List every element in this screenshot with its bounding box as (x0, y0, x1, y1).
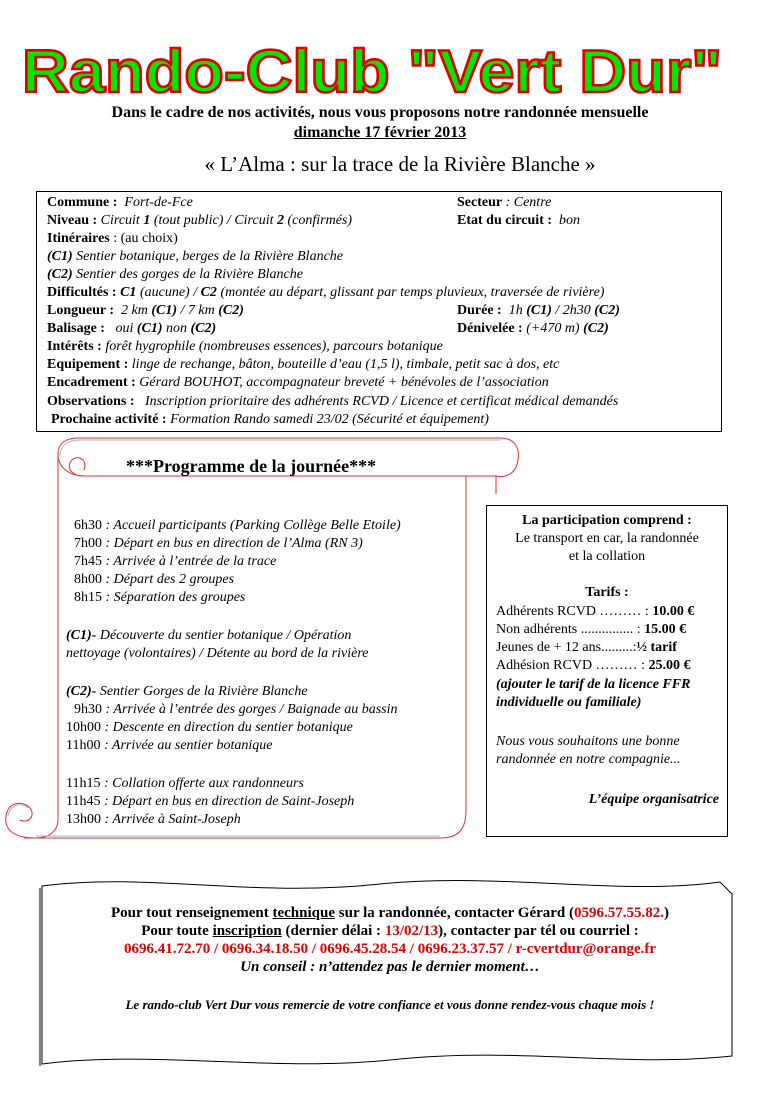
programme-item: 8h15 : Séparation des groupes (74, 590, 246, 605)
commune-row: Commune : Fort-de-Fce (47, 195, 193, 210)
programme-item: 8h00 : Départ des 2 groupes (74, 572, 235, 587)
event-subtitle: « L’Alma : sur la trace de la Rivière Blanche » (204, 152, 596, 176)
balisage-row: Balisage : oui (C1) non (C2) (47, 321, 217, 336)
etat-row: Etat du circuit : bon (457, 213, 581, 228)
tarif-row: Adhérents RCVD ……… : 10.00 € (496, 604, 695, 619)
contact-inscription-line: Pour toute inscription (dernier délai : 13/02/13), contacter par tél ou courriel : (141, 923, 639, 939)
thanks-text: Le rando-club Vert Dur vous remercie de votre confiance et vous donne rendez-vous chaque mois ! (125, 997, 655, 1012)
programme-item: 11h15 : Collation offerte aux randonneurs (66, 776, 304, 791)
programme-item: 7h00 : Départ en bus en direction de l’Alma (RN 3) (74, 536, 363, 551)
participation-box (486, 505, 728, 837)
licence-note: (ajouter le tarif de la licence FFR (496, 677, 691, 692)
participation-line: et la collation (568, 549, 646, 564)
advice-text: Un conseil : n’attendez pas le dernier moment… (240, 959, 540, 975)
itineraire-c1: (C1) Sentier botanique, berges de la Rivière Blanche (47, 249, 343, 264)
programme-item: 9h30 : Arrivée à l’entrée des gorges / Baignade au bassin (74, 702, 398, 717)
equipement-row: Equipement : linge de rechange, bâton, bouteille d’eau (1,5 l), timbale, petit sac à dos, etc (47, 357, 560, 372)
intro-text: Dans le cadre de nos activités, nous vous proposons notre randonnée mensuelle (111, 104, 649, 121)
club-title (0, 38, 782, 100)
participation-line: Le transport en car, la randonnée (515, 531, 699, 546)
programme-item: 11h45 : Départ en bus en direction de Saint-Joseph (66, 794, 355, 809)
programme-item: 7h45 : Arrivée à l’entrée de la trace (74, 554, 277, 569)
niveau-row: Niveau : Circuit 1 (tout public) / Circuit 2 (confirmés) (47, 213, 353, 228)
secteur-row: Secteur : Centre (457, 195, 552, 210)
tarifs-title: Tarifs : (585, 585, 629, 600)
wish-text: Nous vous souhaitons une bonne (496, 734, 680, 749)
programme-item: 6h30 : Accueil participants (Parking Collège Belle Etoile) (74, 518, 401, 533)
difficultes-row: Difficultés : C1 (aucune) / C2 (montée au départ, glissant par temps pluvieux, traversée de rivière) (47, 285, 605, 300)
programme-item: 11h00 : Arrivée au sentier botanique (66, 738, 273, 753)
tarif-row: Adhésion RCVD ……… : 25.00 € (496, 658, 691, 673)
programme-title: ***Programme de la journée*** (126, 456, 377, 476)
itineraires-row: Itinéraires : (au choix) (47, 231, 178, 246)
participation-title: La participation comprend : (522, 513, 692, 528)
itineraire-c2: (C2) Sentier des gorges de la Rivière Blanche (47, 267, 303, 282)
signature-text: L’équipe organisatrice (588, 792, 719, 807)
contact-technique-line: Pour tout renseignement technique sur la randonnée, contacter Gérard (0596.57.55.82.) (110, 905, 670, 921)
programme-c2-head: (C2)- Sentier Gorges de la Rivière Blanche (66, 684, 308, 699)
tarif-row: Jeunes de + 12 ans.........:½ tarif (496, 640, 677, 655)
tarif-row: Non adhérents ............... : 15.00 € (496, 622, 687, 637)
longueur-row: Longueur : 2 km (C1) / 7 km (C2) (47, 303, 244, 318)
interets-row: Intérêts : forêt hygrophile (nombreuses essences), parcours botanique (47, 339, 443, 354)
programme-item: 10h00 : Descente en direction du sentier botanique (66, 720, 353, 735)
programme-item: 13h00 : Arrivée à Saint-Joseph (66, 812, 241, 827)
programme-c1-line: nettoyage (volontaires) / Détente au bord de la rivière (66, 646, 369, 661)
encadrement-row: Encadrement : Gérard BOUHOT, accompagnateur breveté + bénévoles de l’association (47, 375, 549, 390)
denivelee-row: Dénivelée : (+470 m) (C2) (457, 321, 609, 336)
prochaine-activite-row: Prochaine activité : Formation Rando samedi 23/02 (Sécurité et équipement) (51, 412, 489, 427)
programme-c1-line: (C1)- Découverte du sentier botanique / Opération (66, 628, 352, 643)
observations-row: Observations : Inscription prioritaire des adhérents RCVD / Licence et certificat médical demandés (47, 394, 619, 409)
duree-row: Durée : 1h (C1) / 2h30 (C2) (457, 303, 620, 318)
event-info-box (36, 191, 722, 432)
wish-text: randonnée en notre compagnie... (496, 752, 681, 767)
event-date: dimanche 17 février 2013 (293, 124, 467, 141)
licence-note: individuelle ou familiale) (496, 695, 642, 710)
svg-text:Rando-Club "Vert Dur": Rando-Club "Vert Dur" (22, 38, 722, 100)
contact-phones-email: 0696.41.72.70 / 0696.34.18.50 / 0696.45.28.54 / 0696.23.37.57 / r-cvertdur@orange.fr (123, 941, 657, 957)
